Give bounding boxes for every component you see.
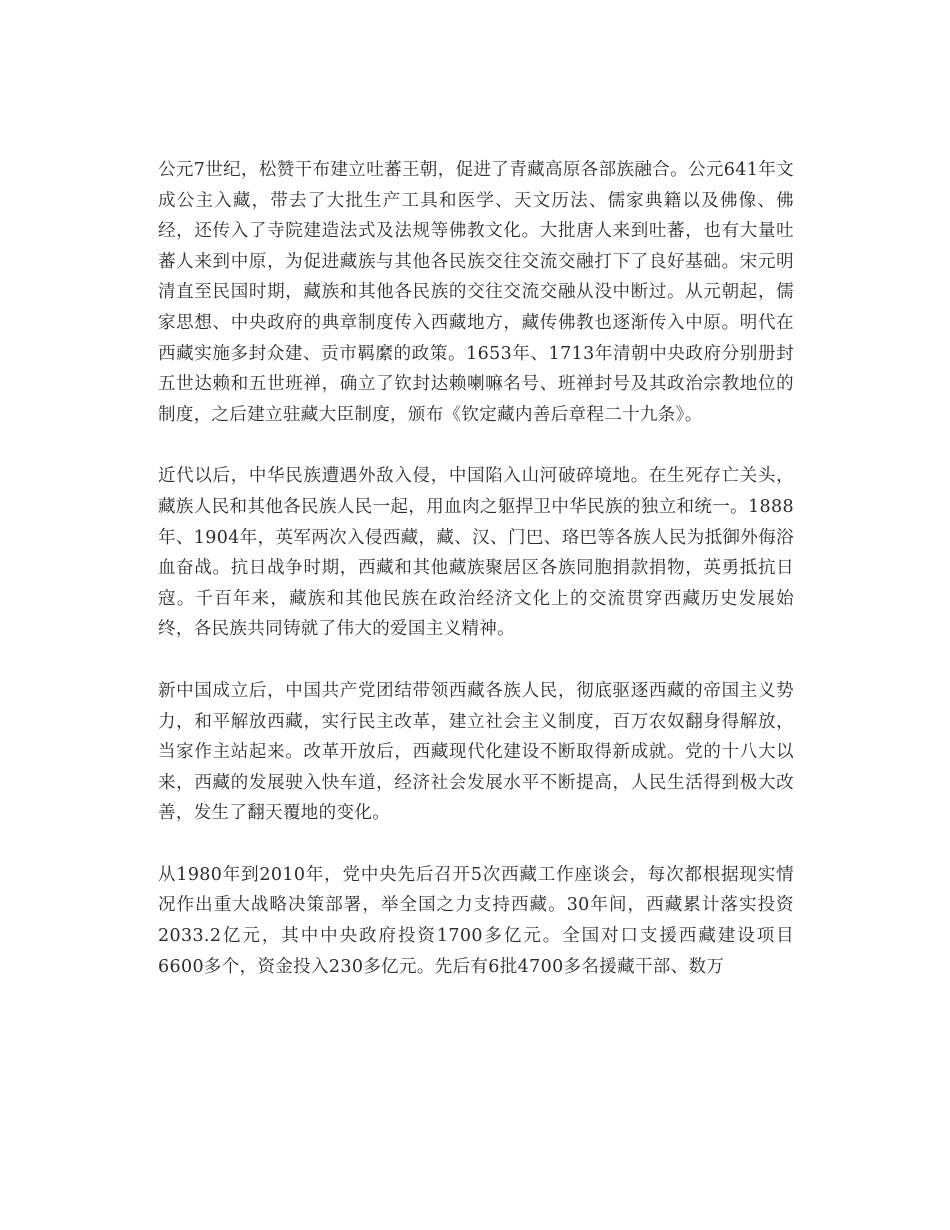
- paragraph-early-history: 公元7世纪，松赞干布建立吐蕃王朝，促进了青藏高原各部族融合。公元641年文成公主入藏，带去了大批生产工具和医学、天文历法、儒家典籍以及佛像、佛经，还传入了寺院建造法式及法规等佛教文化。大批唐人来到吐蕃，也有大量吐蕃人来到中原，为促进藏族与其他各民族交往交流交融打下了良好基础。宋元明清直至民国时期，藏族和其他各民族的交往交流交融从没中断过。从元朝起，儒家思想、中央政府的典章制度传入西藏地方，藏传佛教也逐渐传入中原。明代在西藏实施多封众建、贡市羁縻的政策。1653年、1713年清朝中央政府分别册封五世达赖和五世班禅，确立了钦封达赖喇嘛名号、班禅封号及其政治宗教地位的制度，之后建立驻藏大臣制度，颁布《钦定藏内善后章程二十九条》。: [158, 160, 794, 425]
- paragraph-new-china: 新中国成立后，中国共产党团结带领西藏各族人民，彻底驱逐西藏的帝国主义势力，和平解放西藏，实行民主改革，建立社会主义制度，百万农奴翻身得解放，当家作主站起来。改革开放后，西藏现代化建设不断取得新成就。党的十八大以来，西藏的发展驶入快车道，经济社会发展水平不断提高，人民生活得到极大改善，发生了翻天覆地的变化。: [158, 680, 794, 824]
- paragraph-modern-resistance: 近代以后，中华民族遭遇外敌入侵，中国陷入山河破碎境地。在生死存亡关头，藏族人民和其他各民族人民一起，用血肉之躯捍卫中华民族的独立和统一。1888年、1904年，英军两次入侵西藏，藏、汉、门巴、珞巴等各族人民为抵御外侮浴血奋战。抗日战争时期，西藏和其他藏族聚居区各族同胞捐款捐物，英勇抵抗日寇。千百年来，藏族和其他民族在政治经济文化上的交流贯穿西藏历史发展始终，各民族共同铸就了伟大的爱国主义精神。: [158, 466, 794, 640]
- document-body: [158, 155, 794, 1013]
- paragraph-investment: 从1980年到2010年，党中央先后召开5次西藏工作座谈会，每次都根据现实情况作出重大战略决策部署，举全国之力支持西藏。30年间，西藏累计落实投资2033.2亿元，其中中央政府投资1700多亿元。全国对口支援西藏建设项目6600多个，资金投入230多亿元。先后有6批4700多名援藏干部、数万: [158, 864, 794, 977]
